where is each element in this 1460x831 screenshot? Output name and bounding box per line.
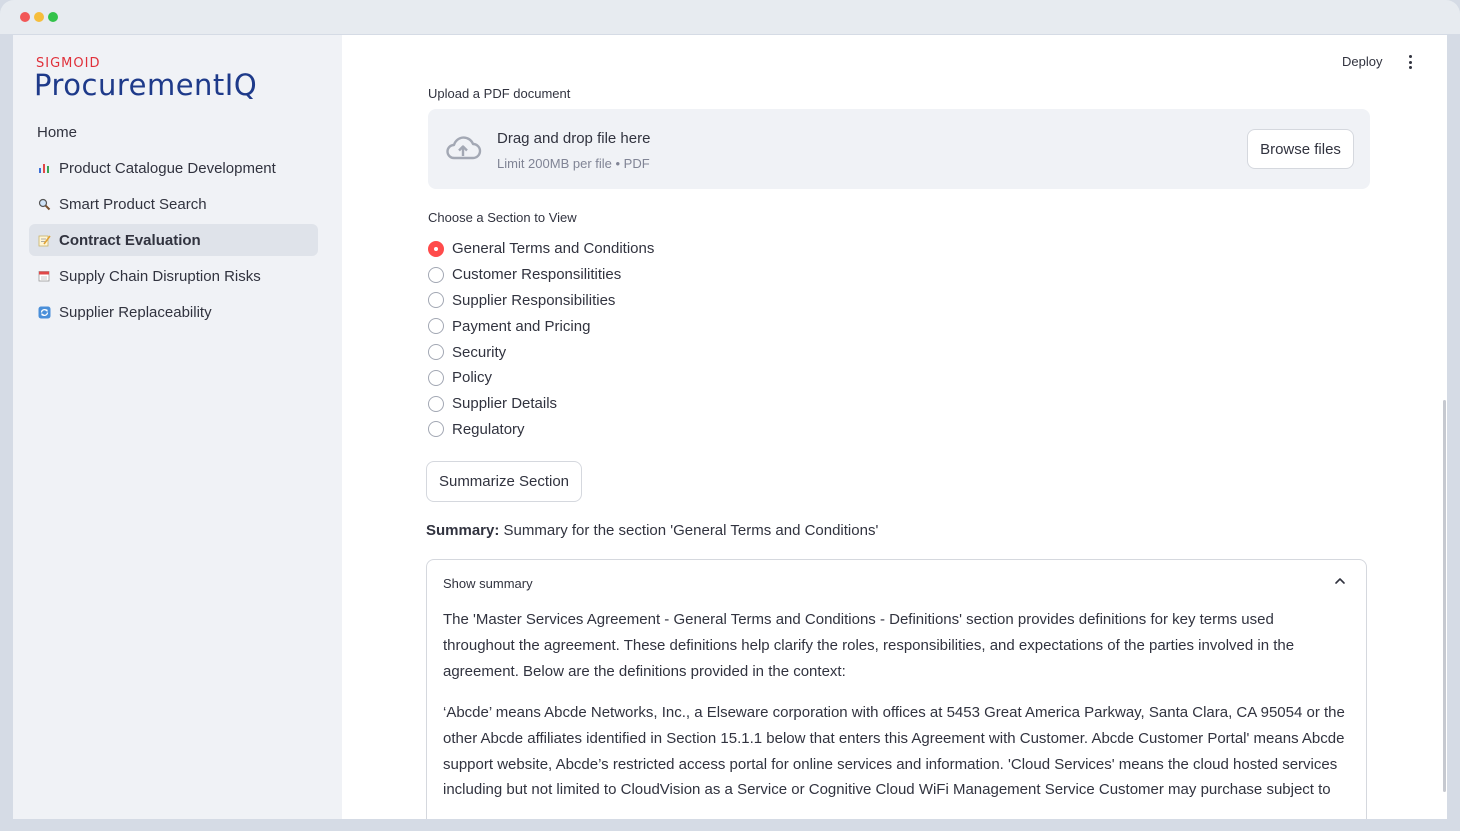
minimize-window-button[interactable]: [34, 12, 44, 22]
radio-policy[interactable]: [428, 365, 654, 391]
upload-label: Upload a PDF document: [428, 86, 571, 101]
radio-indicator: [428, 318, 444, 334]
file-dropzone[interactable]: [428, 109, 1370, 189]
brand-company: SIGMOID: [36, 56, 101, 71]
radio-regulatory[interactable]: [428, 417, 654, 443]
summary-definitions-paragraph: ‘Abcde’ means Abcde Networks, Inc., a Elseware corporation with offices at 5453 Great America Parkway, Santa Clara, CA 95054 or the other Abcde affiliates identified in Section 15.1.1 below that enters this Agreement with Customer. Abcde Customer Portal' means Abcde support website, Abcde’s restricted access portal for online services and information. 'Cloud Services' means the cloud hosted services including but not limited to CloudVision as a Service or Cognitive Cloud WiFi Management Service Customer may purchase subject to: [443, 704, 1345, 799]
radio-indicator: [428, 267, 444, 283]
chevron-up-icon[interactable]: [1333, 574, 1347, 588]
sidebar-item-label: Smart Product Search: [59, 195, 207, 213]
deploy-button[interactable]: Deploy: [1342, 54, 1383, 69]
close-window-button[interactable]: [20, 12, 30, 22]
browse-files-button[interactable]: Browse files: [1247, 129, 1354, 169]
main-menu-icon[interactable]: [1403, 53, 1417, 71]
radio-indicator: [428, 370, 444, 386]
radio-label: Supplier Details: [452, 395, 558, 413]
maximize-window-button[interactable]: [48, 12, 58, 22]
window-titlebar: [0, 0, 1460, 34]
memo-icon: [37, 233, 51, 247]
sidebar-item-supplier-replaceability[interactable]: [29, 296, 318, 328]
app-window: [13, 35, 1447, 819]
summary-paragraph: The 'Master Services Agreement - General Terms and Conditions - Definitions' section provides definitions for key terms used throughout the agreement. These definitions help clarify the roles, responsibilities, and expectations of the parties involved in the agreement. Below are the definitions provided in the context:: [443, 611, 1295, 680]
bar-chart-icon: [37, 161, 51, 175]
radio-label: Regulatory: [452, 420, 525, 438]
radio-label: Supplier Responsibilities: [452, 291, 616, 309]
sidebar-item-label: Product Catalogue Development: [59, 159, 276, 177]
sidebar-item-contract-evaluation[interactable]: [29, 224, 318, 256]
radio-label: Security: [452, 343, 507, 361]
sidebar-item-home[interactable]: [29, 116, 318, 148]
sidebar-nav: [29, 116, 318, 332]
dropzone-subtitle: Limit 200MB per file • PDF: [497, 156, 650, 171]
radio-label: Payment and Pricing: [452, 317, 591, 335]
radio-label: Policy: [452, 369, 493, 387]
calendar-icon: [37, 269, 51, 283]
radio-selected-indicator: [428, 241, 444, 257]
sidebar-item-product-catalogue[interactable]: [29, 152, 318, 184]
radio-indicator: [428, 396, 444, 412]
radio-indicator: [428, 292, 444, 308]
brand-logo: ProcurementIQ: [34, 68, 258, 102]
radio-label: Customer Responsilitities: [452, 266, 622, 284]
sidebar-item-label: Supply Chain Disruption Risks: [59, 267, 261, 285]
dropzone-title: Drag and drop file here: [497, 130, 651, 147]
radio-supplier-details[interactable]: [428, 391, 654, 417]
radio-customer-responsibilities[interactable]: [428, 262, 654, 288]
sidebar-item-label: Contract Evaluation: [59, 231, 201, 249]
section-radio-label: Choose a Section to View: [428, 210, 577, 225]
radio-general-terms[interactable]: [428, 236, 654, 262]
radio-label: General Terms and Conditions: [452, 240, 655, 258]
sidebar-item-supply-chain[interactable]: [29, 260, 318, 292]
refresh-icon: [37, 305, 51, 319]
radio-supplier-responsibilities[interactable]: [428, 288, 654, 314]
radio-security[interactable]: [428, 339, 654, 365]
section-radio-group: [428, 236, 654, 442]
radio-indicator: [428, 421, 444, 437]
summarize-section-button[interactable]: Summarize Section: [426, 461, 582, 502]
summary-line: [426, 522, 878, 539]
radio-indicator: [428, 344, 444, 360]
cloud-upload-icon: [444, 133, 482, 163]
sidebar-item-label: Supplier Replaceability: [59, 303, 212, 321]
summary-expander: [426, 559, 1367, 819]
expander-header[interactable]: Show summary: [443, 576, 533, 591]
radio-payment-pricing[interactable]: [428, 313, 654, 339]
sidebar-item-smart-search[interactable]: [29, 188, 318, 220]
summary-text: Summary for the section 'General Terms and Conditions': [499, 522, 879, 539]
magnifier-icon: [37, 197, 51, 211]
sidebar: [13, 35, 342, 819]
scrollbar[interactable]: [1443, 400, 1446, 792]
sidebar-item-label: Home: [37, 123, 78, 141]
summary-prefix: Summary:: [426, 522, 500, 539]
